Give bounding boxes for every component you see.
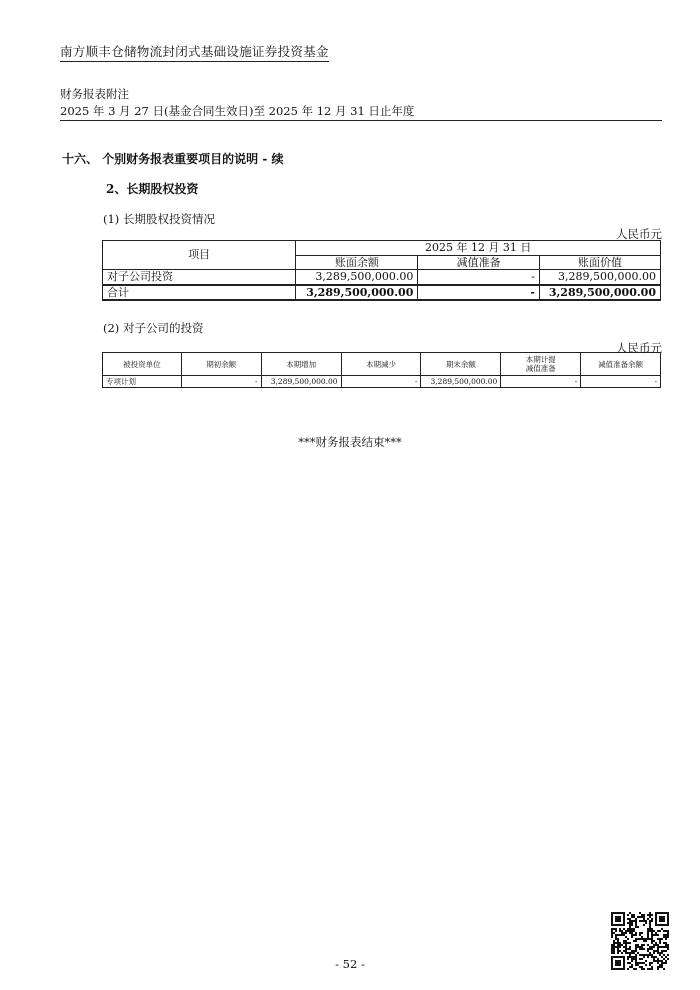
table-row xyxy=(103,270,661,285)
table1-total-row xyxy=(103,285,661,301)
table1-header-row xyxy=(103,241,661,256)
section-heading: 十六、 个别财务报表重要项目的说明 - 续 xyxy=(62,152,284,166)
table1-header-item: 项目 xyxy=(103,241,296,270)
row-impairment-balance: - xyxy=(581,376,661,388)
table1-header-date: 2025 年 12 月 31 日 xyxy=(296,241,661,256)
long-term-equity-table xyxy=(102,240,661,301)
table2-col-impairment-balance: 减值准备余额 xyxy=(581,353,661,376)
row-impairment: - xyxy=(418,270,540,285)
table2-col-investee: 被投资单位 xyxy=(103,353,182,376)
table2-col-decrease: 本期减少 xyxy=(341,353,421,376)
row-decrease: - xyxy=(341,376,421,388)
total-item: 合计 xyxy=(103,285,296,301)
row-investee: 专项计划 xyxy=(103,376,182,388)
table2-col-closing: 期末余额 xyxy=(421,353,501,376)
row-book-value: 3,289,500,000.00 xyxy=(540,270,661,285)
row-impairment-provision: - xyxy=(501,376,581,388)
row-increase: 3,289,500,000.00 xyxy=(261,376,341,388)
table1-col-impairment: 减值准备 xyxy=(418,255,540,270)
subsidiary-investment-table xyxy=(102,352,661,388)
table1-title: (1) 长期股权投资情况 xyxy=(103,212,215,226)
qr-code-icon xyxy=(611,912,669,970)
total-book-value: 3,289,500,000.00 xyxy=(540,285,661,301)
page-number: - 52 - xyxy=(335,957,365,971)
table-row xyxy=(103,376,661,388)
fund-title: 南方顺丰仓储物流封闭式基础设施证券投资基金 xyxy=(60,42,329,62)
end-of-statements: ***财务报表结束*** xyxy=(298,435,402,449)
table1-col-book-balance: 账面余额 xyxy=(296,255,418,270)
row-item: 对子公司投资 xyxy=(103,270,296,285)
row-closing: 3,289,500,000.00 xyxy=(421,376,501,388)
period-title: 2025 年 3 月 27 日(基金合同生效日)至 2025 年 12 月 31 日止年度 xyxy=(60,103,662,121)
table1-col-book-value: 账面价值 xyxy=(540,255,661,270)
row-opening: - xyxy=(181,376,261,388)
row-book-balance: 3,289,500,000.00 xyxy=(296,270,418,285)
table2-col-opening: 期初余额 xyxy=(181,353,261,376)
table2-header-row xyxy=(103,353,661,376)
table2-currency: 人民币元 xyxy=(616,341,662,355)
total-impairment: - xyxy=(418,285,540,301)
total-book-balance: 3,289,500,000.00 xyxy=(296,285,418,301)
table2-col-increase: 本期增加 xyxy=(261,353,341,376)
table2-col-impairment-provision: 本期计提 减值准备 xyxy=(501,353,581,376)
table1-currency: 人民币元 xyxy=(616,227,662,241)
sub-heading: 2、长期股权投资 xyxy=(106,182,199,196)
notes-title: 财务报表附注 xyxy=(60,87,129,101)
table2-title: (2) 对子公司的投资 xyxy=(103,321,204,335)
